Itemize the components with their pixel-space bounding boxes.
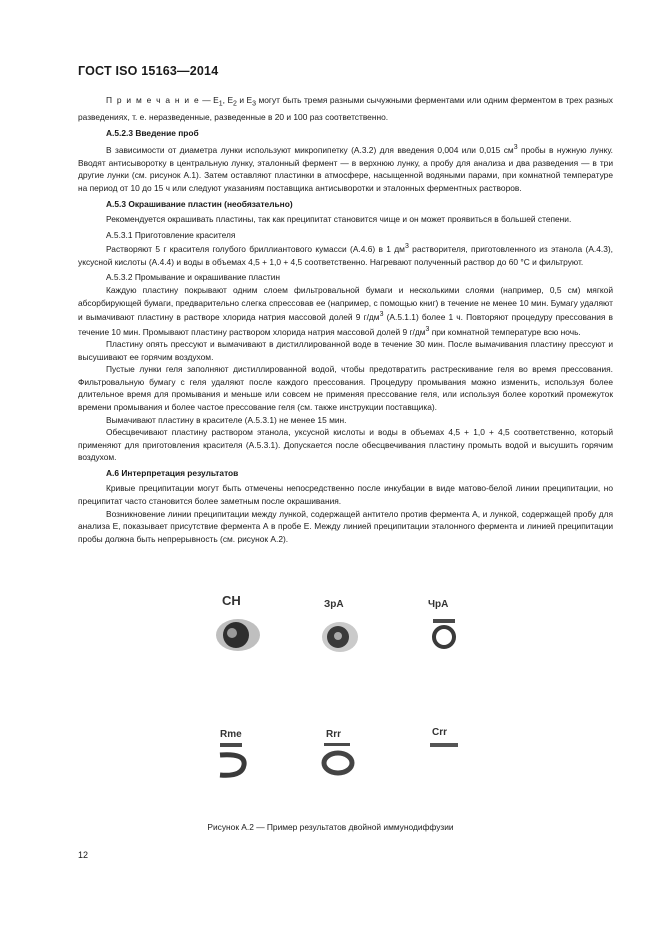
paragraph-text: Растворяют 5 г красителя голубого бриллиантового кумасси (А.4.6) в 1 дм: [106, 244, 405, 255]
paragraph-press: Пластину опять прессуют и вымачивают в дистиллированной воде в течение 30 мин. После вымачивания пластину прессуют и высушивают ее горячим воздухом.: [78, 338, 613, 362]
page-number: 12: [78, 850, 89, 860]
paragraph-a53: Рекомендуется окрашивать пластины, так как преципитат становится чище и он может проявиться в большей степени.: [106, 214, 572, 225]
precipitation-spot-2: [322, 622, 358, 652]
superscript: 3: [379, 311, 384, 319]
note-paragraph: [78, 94, 613, 124]
precipitation-spot-5: [324, 743, 352, 773]
note-text: могут быть тремя разными сычужными ферментами или одним ферментом в трех разных разведениях, т. е. неразведенные, разведенные в 20 и 100 раз соответственно.: [78, 95, 613, 123]
section-heading-a532: А.5.3.2 Промывание и окрашивание пластин: [106, 272, 281, 283]
paragraph-soak: Вымачивают пластину в красителе (А.5.3.1) не менее 15 мин.: [106, 414, 347, 425]
note-text: — Е: [199, 95, 219, 105]
paragraph-decolor: Обесцвечивают пластину раствором этанола, уксусной кислоты и воды в объемах 4,5 + 1,0 + 4,5 соответственно, который применяют для приготовления красителя (А.5.3.1). Допускается после обесцвечивания пластину промыть водой и высушить горячим воздухом.: [78, 427, 613, 463]
note-text: и Е: [236, 95, 253, 105]
precipitation-spot-4: [220, 743, 244, 775]
figure-label-rme: Rme: [220, 729, 242, 740]
superscript: 3: [513, 144, 518, 152]
section-heading-a523: А.5.2.3 Введение проб: [106, 127, 199, 138]
paragraph-a523: [78, 142, 613, 194]
subscript: 2: [233, 100, 237, 108]
paragraph-empty-wells: Пустые лунки геля заполняют дистиллированной водой, чтобы предотвратить растрескивание геля во время прессования. Фильтровальную бумагу с геля удаляют после каждого прессования. Процедуру промывания можно изменить, используя более длительное время для промывания и меньше или совсем не применяя прессование геля, или используя более короткий промежуток времени промывания и более частое прессование геля (см. также инструкции поставщика).: [78, 364, 613, 412]
section-heading-a531: А.5.3.1 Приготовление красителя: [106, 229, 236, 240]
paragraph-text: В зависимости от диаметра лунки используют микропипетку (А.3.2) для введения 0,004 или 0,015 см: [106, 145, 514, 156]
subscript: 1: [218, 100, 223, 108]
figure-label-rrr: Rrr: [326, 729, 342, 740]
figure-label-ch: СН: [222, 593, 241, 608]
note-text: , Е: [222, 95, 234, 105]
paragraph-text: Каждую пластину покрывают одним слоем фильтровальной бумаги и несколькими слоями (например, 0,5 см) мягкой абсорбирующей бумаги, предварительно слегка спрессовав ее (например, с помощью книг) в течение не менее 10 мин. Бумагу удаляют и вымачивают пластину в растворе хлорида натрия массовой долей 9 г/дм: [78, 284, 613, 322]
precipitation-spot-3: [433, 619, 455, 647]
paragraph-a532: [78, 284, 613, 338]
superscript: 3: [425, 325, 430, 333]
subscript: 3: [252, 100, 257, 108]
immunodiffusion-figure: [190, 585, 490, 795]
document-header-title: ГОСТ ISO 15163—2014: [78, 64, 219, 78]
section-heading-a6: А.6 Интерпретация результатов: [106, 467, 239, 478]
paragraph-text: при комнатной температуре всю ночь.: [429, 326, 581, 337]
paragraph-text: (А.5.1.1) более 1 ч. Повторяют процедуру прессования в течение 10 мин. Промывают пластину раствором хлорида натрия массовой долей 9 г/дм: [78, 311, 614, 337]
precipitation-spot-6: [430, 743, 458, 747]
figure-label-crr: Crr: [432, 727, 448, 738]
paragraph-text: пробы в нужную лунку. Вводят антисыворотку в центральную лунку, эталонный фермент — в верхнюю лунку, а пробу для анализа и два разведения — в три другие лунки (см. рисунок А.1). Затем оставляют пластинки в атмосфере, насыщенной водяными парами, при комнатной температуре на период от 10 до 15 ч или следуют указаниям поставщика антисыворотки и эталонных ферментных растворов.: [78, 145, 613, 194]
superscript: 3: [404, 243, 409, 251]
figure-label-zra: ЗрА: [324, 599, 344, 610]
paragraph-text: растворителя, приготовленного из этанола (А.4.3), уксусной кислоты (А.4.4) и воды в объемах 4,5 + 1,0 + 4,5 соответственно. Нагревают полученный раствор до 60 °С и фильтруют.: [78, 244, 613, 267]
figure-label-chra: ЧрА: [428, 599, 449, 610]
figure-caption: Рисунок А.2 — Пример результатов двойной иммунодиффузии: [207, 822, 454, 832]
note-label: П р и м е ч а н и е: [106, 95, 200, 105]
paragraph-a6-1: Кривые преципитации могут быть отмечены непосредственно после инкубации в виде матово-белой линии преципитации, но преципитат часто становится более заметным после окрашивания.: [78, 483, 613, 507]
document-body: [78, 94, 613, 545]
paragraph-a6-2: Возникновение линии преципитации между лункой, содержащей антитело против фермента А, и лункой, содержащей пробу для анализа Е, показывает присутствие фермента А в пробе Е. Между линией преципитации эталонного фермента и линией преципитации пробы должна быть непрерывность (см. рисунок А.2).: [78, 508, 613, 544]
precipitation-spot-1: [216, 619, 260, 651]
paragraph-a531: [78, 241, 613, 268]
section-heading-a53: А.5.3 Окрашивание пластин (необязательно): [106, 198, 293, 209]
